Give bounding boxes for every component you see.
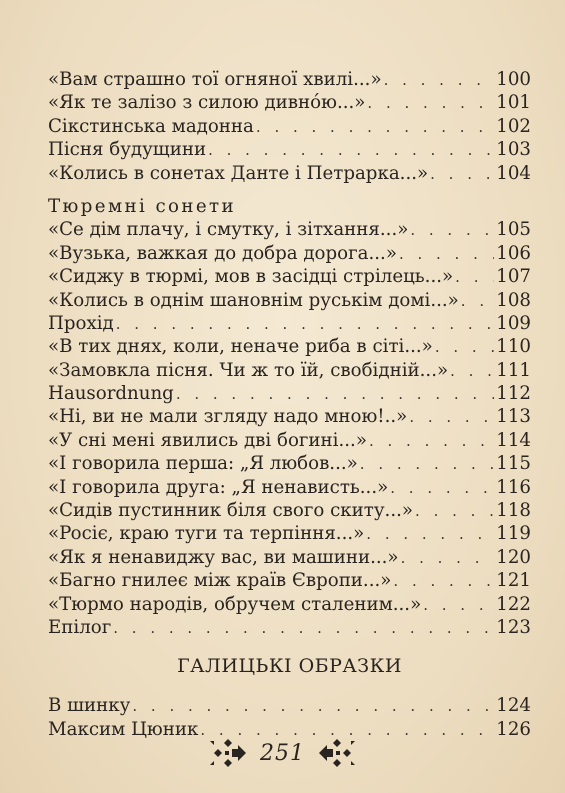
dot-leader bbox=[430, 163, 494, 186]
toc-entry-page: 115 bbox=[496, 453, 531, 475]
toc-entry-page: 121 bbox=[496, 570, 531, 592]
toc-entry-title: Епілог bbox=[48, 616, 112, 638]
toc-entry-title: «Вузька, важкая до добра дорога...» bbox=[48, 242, 397, 264]
toc-entry-page: 113 bbox=[496, 406, 531, 428]
toc-entry-title: «Як я ненавиджу вас, ви машини...» bbox=[48, 546, 399, 568]
toc-entry bbox=[48, 616, 531, 639]
toc-entry-page: 101 bbox=[496, 92, 531, 114]
dot-leader bbox=[409, 406, 494, 429]
dot-leader bbox=[132, 695, 494, 718]
dot-leader bbox=[116, 313, 495, 336]
toc-entry-page: 119 bbox=[496, 523, 531, 545]
toc-entry-page: 109 bbox=[496, 312, 531, 334]
toc-entry-page: 100 bbox=[496, 69, 531, 90]
toc-entry bbox=[48, 359, 531, 382]
toc-entry-page: 106 bbox=[496, 242, 531, 264]
toc-entry-page: 102 bbox=[496, 115, 531, 137]
toc-entry bbox=[48, 569, 531, 592]
dot-leader bbox=[366, 523, 494, 546]
toc-entry bbox=[48, 405, 531, 428]
toc-entry bbox=[48, 312, 531, 335]
toc-entry bbox=[48, 694, 531, 717]
dot-leader bbox=[367, 92, 494, 115]
toc-entry-title: Hausordnung bbox=[48, 383, 174, 405]
dot-leader bbox=[390, 477, 494, 500]
toc-entry-title: Пісня будущини bbox=[48, 139, 207, 161]
toc-entry-title: Прохід bbox=[48, 312, 114, 334]
toc-entry-title: «Се дім плачу, і смутку, і зітхання...» bbox=[48, 219, 409, 241]
page-footer bbox=[0, 735, 565, 771]
toc-entry-page: 114 bbox=[496, 429, 531, 451]
dot-leader bbox=[461, 290, 494, 313]
entries-list-a bbox=[48, 68, 531, 185]
toc-entry-page: 104 bbox=[496, 162, 531, 184]
toc-entry bbox=[48, 289, 531, 312]
toc-entry-page: 103 bbox=[496, 139, 531, 161]
dot-leader bbox=[415, 500, 494, 523]
dot-leader bbox=[369, 430, 494, 453]
toc-entry bbox=[48, 452, 531, 475]
table-of-contents bbox=[48, 68, 531, 741]
toc-entry bbox=[48, 335, 531, 358]
toc-entry-title: Сікстинська мадонна bbox=[48, 115, 254, 137]
toc-entry bbox=[48, 218, 531, 241]
toc-entry bbox=[48, 162, 531, 185]
toc-entry-title: «Ні, ви не мали зглядy надо мною!..» bbox=[48, 406, 408, 428]
dot-leader bbox=[208, 139, 494, 162]
toc-entry-page: 126 bbox=[496, 718, 531, 740]
toc-entry-page: 124 bbox=[496, 695, 531, 717]
toc-entry-page: 105 bbox=[496, 219, 531, 241]
toc-entry-page: 107 bbox=[496, 266, 531, 288]
toc-entry-title: «У сні мені явились дві богині...» bbox=[48, 429, 367, 451]
toc-entry bbox=[48, 499, 531, 522]
toc-entry-title: «І говорила перша: „Я любов...» bbox=[48, 453, 358, 475]
chapter-heading: ГАЛИЦЬКІ ОБРАЗКИ bbox=[177, 655, 402, 678]
dot-leader bbox=[176, 383, 494, 406]
toc-entry bbox=[48, 265, 531, 288]
dot-leader bbox=[401, 547, 495, 570]
dot-leader bbox=[113, 617, 494, 640]
toc-entry bbox=[48, 429, 531, 452]
page-number: 251 bbox=[260, 740, 305, 766]
toc-entry bbox=[48, 476, 531, 499]
toc-entry-title: «Вам страшно тої огняної хвилі...» bbox=[48, 69, 382, 90]
folk-ornament-icon bbox=[208, 735, 250, 771]
dot-leader bbox=[410, 219, 494, 242]
toc-entry-title: «Тюрмо народів, обручем сталеним...» bbox=[48, 593, 422, 615]
toc-entry bbox=[48, 68, 531, 91]
toc-entry-title: В шинку bbox=[48, 695, 131, 717]
toc-entry bbox=[48, 382, 531, 405]
dot-leader bbox=[455, 266, 494, 289]
dot-leader bbox=[360, 453, 494, 476]
section-title: Тюремні сонети bbox=[48, 195, 237, 217]
dot-leader bbox=[256, 116, 494, 139]
entries-list-b bbox=[48, 218, 531, 639]
toc-entry-title: «Сиджу в тюрмі, мов в засідці стрілець...» bbox=[48, 266, 454, 288]
toc-entry bbox=[48, 138, 531, 161]
toc-entry-title: «І говорила друга: „Я ненависть...» bbox=[48, 476, 389, 498]
toc-entry bbox=[48, 242, 531, 265]
toc-entry-title: Максим Цюник bbox=[48, 718, 199, 740]
toc-entry-page: 111 bbox=[496, 359, 531, 381]
toc-entry-title: «Багно гнилеє між країв Європи...» bbox=[48, 570, 392, 592]
dot-leader bbox=[423, 594, 494, 617]
toc-entry-title: «Замовкла пісня. Чи ж то їй, свобідній...» bbox=[48, 359, 449, 381]
dot-leader bbox=[384, 69, 495, 92]
toc-entry-page: 110 bbox=[496, 336, 531, 358]
toc-entry bbox=[48, 115, 531, 138]
toc-entry-title: «Як те залізо з силою дивно́ю...» bbox=[48, 92, 366, 114]
toc-entry-title: «Сидів пустинник біля свого скиту...» bbox=[48, 500, 414, 522]
toc-entry-page: 122 bbox=[496, 593, 531, 615]
toc-entry-title: «Колись в сонетах Данте і Петрарка...» bbox=[48, 162, 429, 184]
toc-entry-title: «Колись в однім шановнім руськім домі...» bbox=[48, 289, 459, 311]
toc-entry-page: 112 bbox=[496, 383, 531, 405]
dot-leader bbox=[399, 243, 494, 266]
toc-entry-page: 116 bbox=[496, 476, 531, 498]
toc-entry bbox=[48, 91, 531, 114]
dot-leader bbox=[450, 360, 494, 383]
toc-entry-page: 120 bbox=[496, 546, 531, 568]
toc-entry-page: 118 bbox=[496, 500, 531, 522]
toc-entry-page: 108 bbox=[496, 289, 531, 311]
toc-entry bbox=[48, 546, 531, 569]
dot-leader bbox=[393, 570, 494, 593]
toc-entry bbox=[48, 593, 531, 616]
toc-entry bbox=[48, 522, 531, 545]
dot-leader bbox=[435, 336, 494, 359]
toc-entry-title: «В тих днях, коли, неначе риба в сіті...» bbox=[48, 336, 433, 358]
toc-entry-title: «Pocіє, краю туги та терпіння...» bbox=[48, 523, 365, 545]
toc-entry-page: 123 bbox=[496, 616, 531, 638]
folk-ornament-icon bbox=[315, 735, 357, 771]
